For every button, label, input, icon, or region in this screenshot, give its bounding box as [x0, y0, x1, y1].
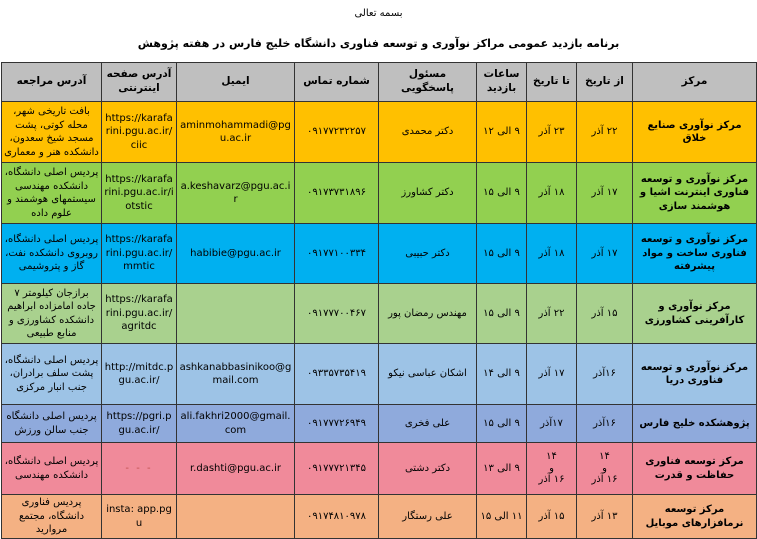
header-hours: ساعات بازدید: [477, 63, 527, 102]
email-address[interactable]: aminmohammadi@pgu.ac.ir: [177, 102, 295, 163]
website-address[interactable]: insta: app.pgu: [102, 495, 177, 539]
from-date-part: و: [602, 462, 607, 474]
table-row: [2, 443, 757, 495]
from-date-stack: [579, 451, 630, 486]
header-phone: شماره تماس: [295, 63, 379, 102]
phone-number: ۰۹۳۳۵۷۳۵۴۱۹: [295, 344, 379, 405]
to-date-part: و: [549, 462, 554, 474]
header-to-date: تا تاریخ: [527, 63, 577, 102]
visit-address: پردیس فناوری دانشگاه، مجتمع مروارید: [2, 495, 102, 539]
website-address[interactable]: https://karafarini.pgu.ac.ir/ciic: [102, 102, 177, 163]
visit-hours: ۹ الی ۱۵: [477, 284, 527, 344]
center-name: مرکز نوآوری و توسعه فناوری دریا: [633, 344, 757, 405]
to-date: ۱۷آذر: [527, 405, 577, 443]
center-name: مرکز نوآوری صنایع خلاق: [633, 102, 757, 163]
center-name: مرکز توسعه فناوری حفاظت و قدرت: [633, 443, 757, 495]
header-from-date: از تاریخ: [577, 63, 633, 102]
from-date: ۱۷ آذر: [577, 163, 633, 224]
from-date: ۱۶آذر: [577, 344, 633, 405]
visit-address: پردیس اصلی دانشگاه، دانشکده مهندسی سیستمهای هوشمند و علوم داده: [2, 163, 102, 224]
header-responsible: مسئول پاسخگویی: [379, 63, 477, 102]
table-row: [2, 102, 757, 163]
visit-schedule-table: [1, 62, 757, 539]
responsible-person: علی رستگار: [379, 495, 477, 539]
visit-address: پردیس اصلی دانشگاه، دانشکده مهندسی: [2, 443, 102, 495]
to-date: ۱۵ آذر: [527, 495, 577, 539]
website-address[interactable]: http://mitdc.pgu.ac.ir/: [102, 344, 177, 405]
from-date: ۱۳ آذر: [577, 495, 633, 539]
responsible-person: دکتر دشتی: [379, 443, 477, 495]
visit-address: پردیس اصلی دانشگاه جنب سالن ورزش: [2, 405, 102, 443]
center-name: مرکز نوآوری و توسعه فناوری ساخت و مواد پیشرفته: [633, 224, 757, 284]
email-address[interactable]: r.dashti@pgu.ac.ir: [177, 443, 295, 495]
table-row: [2, 163, 757, 224]
document-title: برنامه بازدید عمومی مراکز نوآوری و توسعه فناوری دانشگاه خلیج فارس در هفته پژوهش: [137, 37, 620, 50]
visit-address: پردیس اصلی دانشگاه، پشت سلف برادران، جنب انبار مرکزی: [2, 344, 102, 405]
to-date-part: ۱۴: [546, 451, 557, 463]
email-address[interactable]: ali.fakhri2000@gmail.com: [177, 405, 295, 443]
visit-hours: ۹ الی ۱۴: [477, 344, 527, 405]
table-row: [2, 495, 757, 539]
responsible-person: علی فخری: [379, 405, 477, 443]
header-row: [2, 63, 757, 102]
to-date-part: ۱۶ آذر: [538, 474, 565, 486]
responsible-person: دکتر حبیبی: [379, 224, 477, 284]
visit-address: بافت تاریخی شهر، محله کوتی، پشت مسجد شیخ سعدون، دانشکده هنر و معماری: [2, 102, 102, 163]
phone-number: ۰۹۱۷۷۷۰۰۴۶۷: [295, 284, 379, 344]
website-address[interactable]: https://pgri.pgu.ac.ir/: [102, 405, 177, 443]
phone-number: ۰۹۱۷۷۲۳۲۲۵۷: [295, 102, 379, 163]
email-address[interactable]: ashkanabbasinikoo@gmail.com: [177, 344, 295, 405]
responsible-person: دکتر کشاورز: [379, 163, 477, 224]
website-address[interactable]: https://karafarini.pgu.ac.ir/agritdc: [102, 284, 177, 344]
header-web: آدرس صفحه اینترنتی: [102, 63, 177, 102]
responsible-person: مهندس رمضان پور: [379, 284, 477, 344]
phone-number: ۰۹۱۷۷۱۰۰۳۳۴: [295, 224, 379, 284]
to-date: [527, 443, 577, 495]
from-date-part: ۱۴: [599, 451, 610, 463]
phone-number: ۰۹۱۷۷۷۲۱۳۴۵: [295, 443, 379, 495]
bismillah-heading: بسمه تعالی: [354, 8, 403, 19]
center-name: مرکز نوآوری و توسعه فناوری اینترنت اشیا و هوشمند سازی: [633, 163, 757, 224]
header-address: آدرس مراجعه: [2, 63, 102, 102]
from-date: [577, 443, 633, 495]
phone-number: ۰۹۱۷۷۷۲۶۹۴۹: [295, 405, 379, 443]
to-date: ۲۲ آذر: [527, 284, 577, 344]
visit-hours: ۹ الی ۱۵: [477, 405, 527, 443]
email-address[interactable]: a.keshavarz@pgu.ac.ir: [177, 163, 295, 224]
to-date-stack: [529, 451, 574, 486]
header-email: ایمیل: [177, 63, 295, 102]
center-name: مرکز نوآوری و کارآفرینی کشاورزی: [633, 284, 757, 344]
responsible-person: اشکان عباسی نیکو: [379, 344, 477, 405]
to-date: ۱۷ آذر: [527, 344, 577, 405]
center-name: مرکز توسعه نرمافزارهای موبایل: [633, 495, 757, 539]
from-date: ۱۶آذر: [577, 405, 633, 443]
from-date-part: ۱۶ آذر: [591, 474, 618, 486]
visit-address: برازجان کیلومتر ۷ جاده امامزاده ابراهیم دانشکده کشاورزی و منابع طبیعی: [2, 284, 102, 344]
website-address: - - -: [102, 443, 177, 495]
from-date: ۲۲ آذر: [577, 102, 633, 163]
table-row: [2, 405, 757, 443]
phone-number: ۰۹۱۷۳۷۳۱۸۹۶: [295, 163, 379, 224]
visit-hours: ۱۱ الی ۱۵: [477, 495, 527, 539]
to-date: ۱۸ آذر: [527, 224, 577, 284]
table-row: [2, 344, 757, 405]
email-address[interactable]: habibie@pgu.ac.ir: [177, 224, 295, 284]
visit-hours: ۹ الی ۱۵: [477, 224, 527, 284]
website-address[interactable]: https://karafarini.pgu.ac.ir/iotstic: [102, 163, 177, 224]
center-name: پژوهشکده خلیج فارس: [633, 405, 757, 443]
to-date: ۲۳ آذر: [527, 102, 577, 163]
to-date: ۱۸ آذر: [527, 163, 577, 224]
visit-hours: ۹ الی ۱۲: [477, 102, 527, 163]
from-date: ۱۵ آذر: [577, 284, 633, 344]
phone-number: ۰۹۱۷۴۸۱۰۹۷۸: [295, 495, 379, 539]
website-address[interactable]: https://karafarini.pgu.ac.ir/mmtic: [102, 224, 177, 284]
visit-hours: ۹ الی ۱۵: [477, 163, 527, 224]
header-center: مرکز: [633, 63, 757, 102]
email-address: [177, 495, 295, 539]
email-address: [177, 284, 295, 344]
table-row: [2, 284, 757, 344]
from-date: ۱۷ آذر: [577, 224, 633, 284]
visit-address: پردیس اصلی دانشگاه، روبروی دانشکده نفت، گاز و پتروشیمی: [2, 224, 102, 284]
table-row: [2, 224, 757, 284]
responsible-person: دکتر محمدی: [379, 102, 477, 163]
visit-hours: ۹ الی ۱۳: [477, 443, 527, 495]
